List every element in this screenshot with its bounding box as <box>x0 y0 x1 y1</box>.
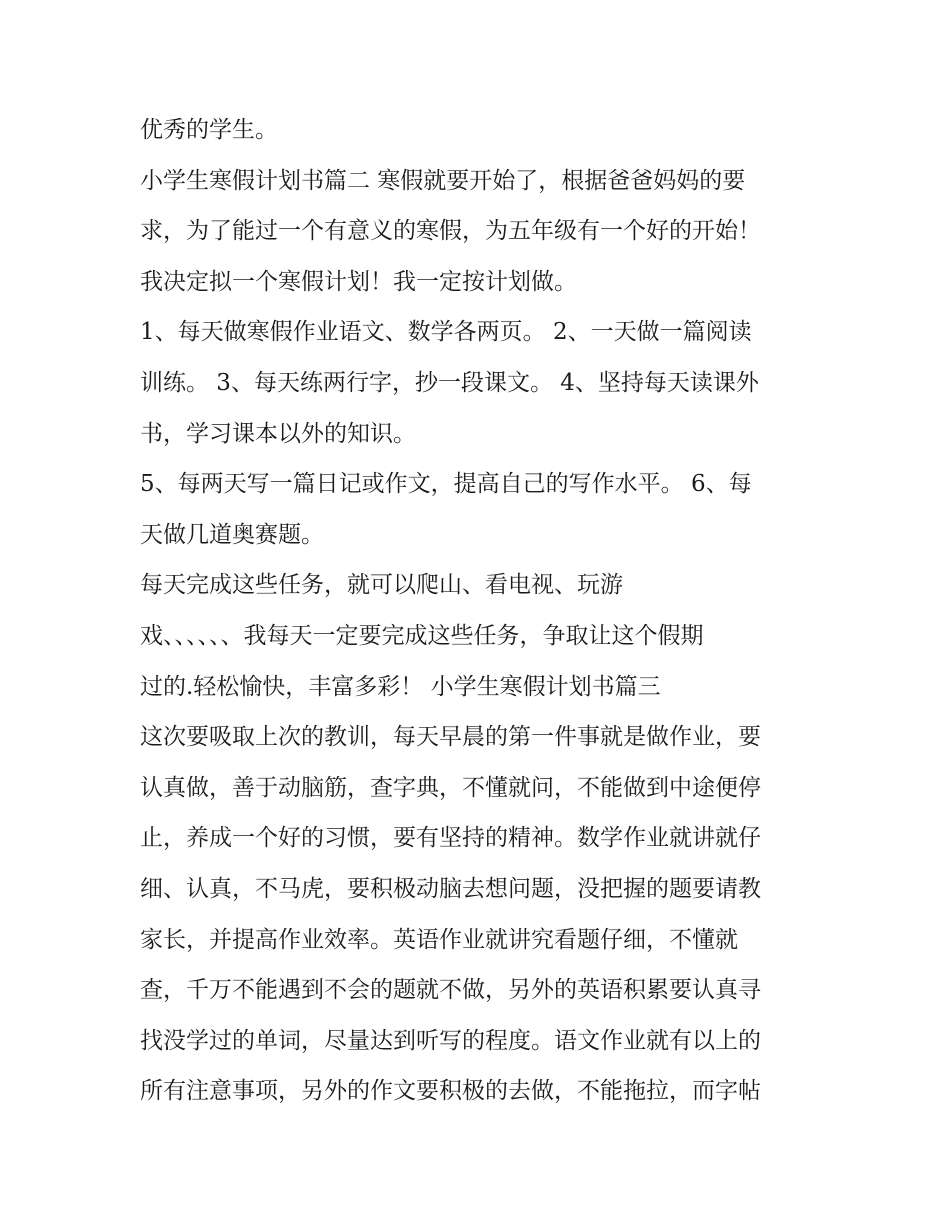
text-line: 我决定拟一个寒假计划！我一定按计划做。 <box>140 268 577 295</box>
text-line: 这次要吸取上次的教训，每天早晨的第一件事就是做作业，要 <box>140 724 761 751</box>
text-line: 查，千万不能遇到不会的题就不做，另外的英语积累要认真寻 <box>140 977 761 1004</box>
text-line: 家长，并提高作业效率。英语作业就讲究看题仔细，不懂就 <box>140 926 738 953</box>
text-line: 训练。 3、每天练两行字，抄一段课文。 4、坚持每天读课外 <box>140 369 759 396</box>
text-line: 优秀的学生。 <box>140 117 278 143</box>
document-text <box>140 105 830 1117</box>
text-line: 1、每天做寒假作业语文、数学各两页。 2、一天做一篇阅读 <box>140 319 752 346</box>
text-line: 每天完成这些任务，就可以爬山、看电视、玩游 <box>140 572 623 599</box>
text-line: 细、认真，不马虎，要积极动脑去想问题，没把握的题要请教 <box>140 875 761 902</box>
text-line: 认真做，善于动脑筋，查字典，不懂就问，不能做到中途便停 <box>140 774 761 801</box>
text-line: 书，学习课本以外的知识。 <box>140 420 416 447</box>
text-line: 戏、、、、、、我每天一定要完成这些任务，争取让这个假期 <box>140 622 704 649</box>
text-line: 天做几道奥赛题。 <box>140 521 324 548</box>
text-line: 找没学过的单词，尽量达到听写的程度。语文作业就有以上的 <box>140 1027 761 1054</box>
text-line: 过的.轻松愉快，丰富多彩！ 小学生寒假计划书篇三 <box>140 673 661 700</box>
text-line: 5、每两天写一篇日记或作文，提高自己的写作水平。 6、每 <box>140 471 752 498</box>
text-line: 求，为了能过一个有意义的寒假，为五年级有一个好的开始！ <box>140 218 761 245</box>
text-line: 止，养成一个好的习惯，要有坚持的精神。数学作业就讲就仔 <box>140 825 761 852</box>
text-line: 小学生寒假计划书篇二 寒假就要开始了，根据爸爸妈妈的要 <box>140 167 746 194</box>
text-line: 所有注意事项，另外的作文要积极的去做，不能拖拉，而字帖 <box>140 1078 761 1105</box>
